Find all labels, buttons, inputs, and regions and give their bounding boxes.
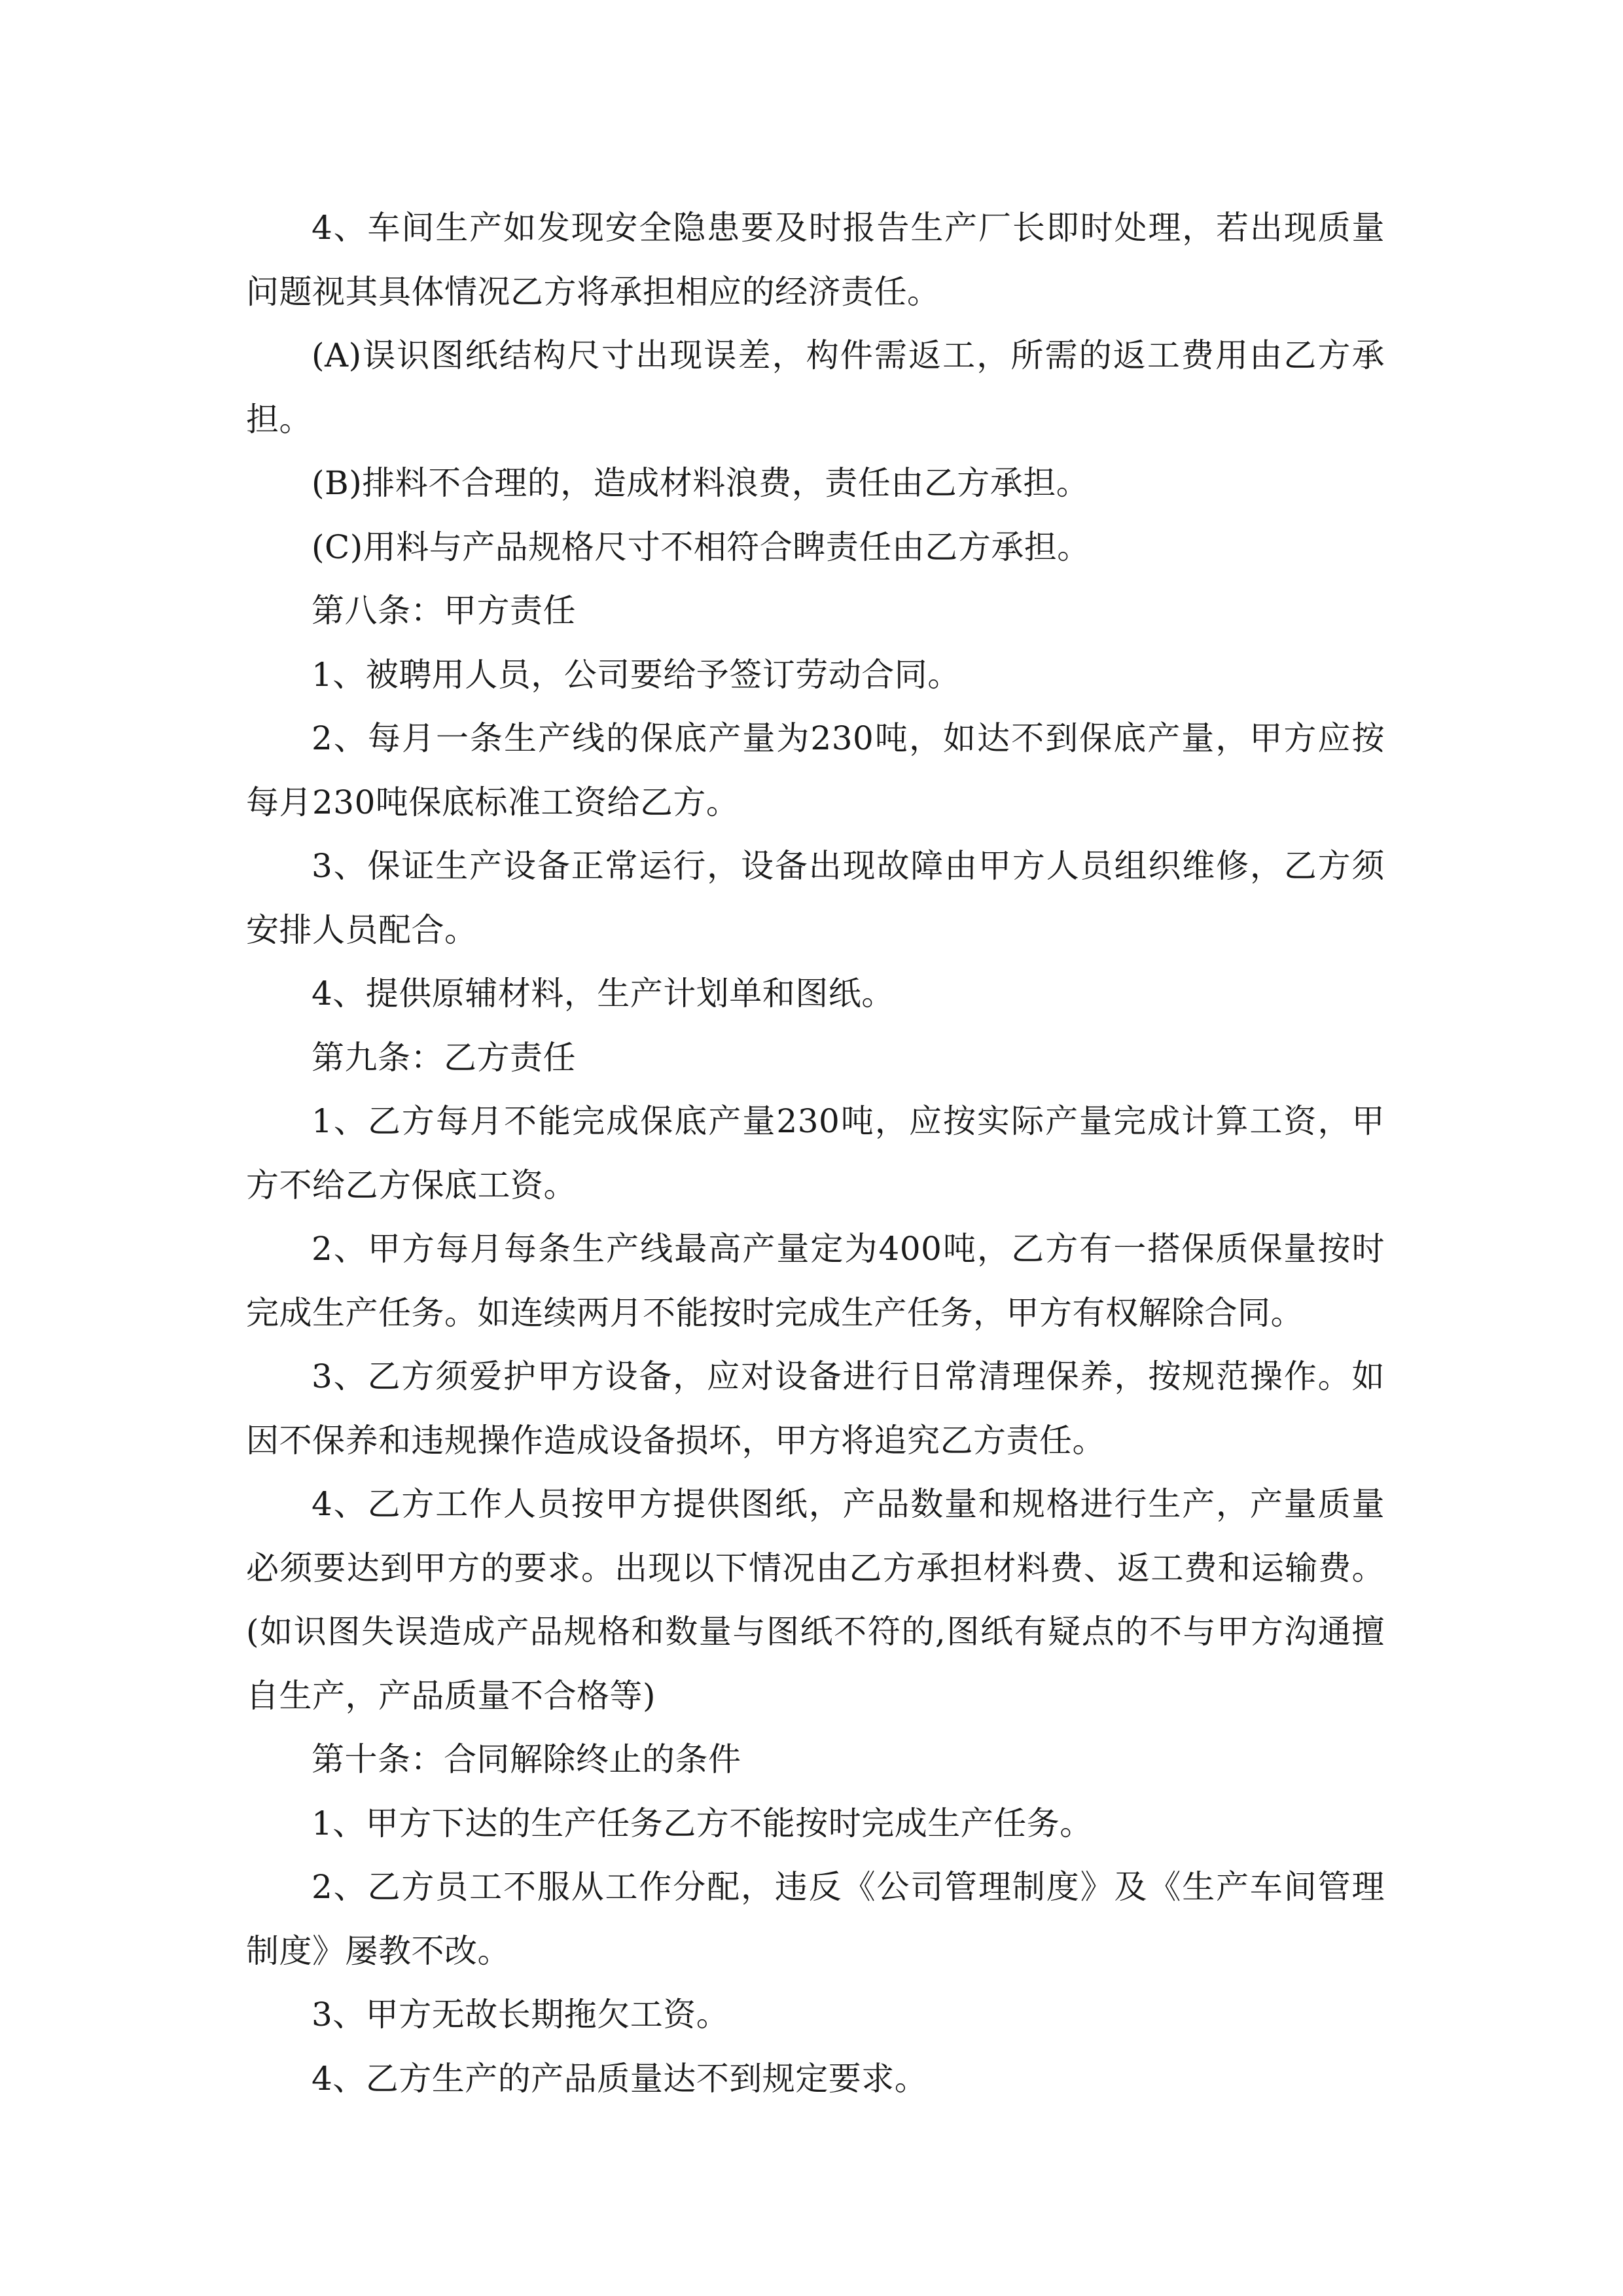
article-9-item-3: 3、乙方须爱护甲方设备，应对设备进行日常清理保养，按规范操作。如因不保养和违规操作造成设备损坏，甲方将追究乙方责任。 — [246, 1357, 1385, 1460]
article-8-item-2: 2、每月一条生产线的保底产量为230吨，如达不到保底产量，甲方应按每月230吨保底标准工资给乙方。 — [246, 719, 1385, 821]
sub-item-a: (A)误识图纸结构尺寸出现误差，构件需返工，所需的返工费用由乙方承担。 — [246, 336, 1385, 439]
sub-item-b: (B)排料不合理的，造成材料浪费，责任由乙方承担。 — [312, 464, 1090, 502]
sub-item-c: (C)用料与产品规格尺寸不相符合睥责任由乙方承担。 — [312, 528, 1090, 566]
article-10-heading: 第十条：合同解除终止的条件 — [312, 1740, 741, 1778]
article-9-item-4: 4、乙方工作人员按甲方提供图纸，产品数量和规格进行生产，产量质量必须要达到甲方的要求。出现以下情况由乙方承担材料费、返工费和运输费。(如识图失误造成产品规格和数量与图纸不符的,图纸有疑点的不与甲方沟通擅自生产，产品质量不合格等) — [246, 1485, 1385, 1715]
article-9-item-2: 2、甲方每月每条生产线最高产量定为400吨，乙方有一搭保质保量按时完成生产任务。如连续两月不能按时完成生产任务，甲方有权解除合同。 — [246, 1230, 1385, 1332]
article-8-heading: 第八条：甲方责任 — [312, 592, 576, 630]
document-body — [246, 196, 1385, 2111]
article-8-item-3: 3、保证生产设备正常运行，设备出现故障由甲方人员组织维修，乙方须安排人员配合。 — [246, 847, 1385, 949]
article-10-item-1: 1、甲方下达的生产任务乙方不能按时完成生产任务。 — [312, 1804, 1093, 1842]
article-10-item-3: 3、甲方无故长期拖欠工资。 — [312, 1996, 730, 2034]
article-10-item-2: 2、乙方员工不服从工作分配，违反《公司管理制度》及《生产车间管理制度》屡教不改。 — [246, 1868, 1385, 1970]
article-10-item-4: 4、乙方生产的产品质量达不到规定要求。 — [312, 2059, 928, 2098]
article-9-item-1: 1、乙方每月不能完成保底产量230吨，应按实际产量完成计算工资，甲方不给乙方保底工资。 — [246, 1102, 1385, 1204]
article-8-item-1: 1、被聘用人员，公司要给予签订劳动合同。 — [312, 655, 961, 694]
article-9-heading: 第九条：乙方责任 — [312, 1038, 576, 1077]
article-8-item-4: 4、提供原辅材料，生产计划单和图纸。 — [312, 975, 895, 1013]
clause-item-4-safety: 4、车间生产如发现安全隐患要及时报告生产厂长即时处理，若出现质量问题视其具体情况乙方将承担相应的经济责任。 — [246, 209, 1385, 311]
